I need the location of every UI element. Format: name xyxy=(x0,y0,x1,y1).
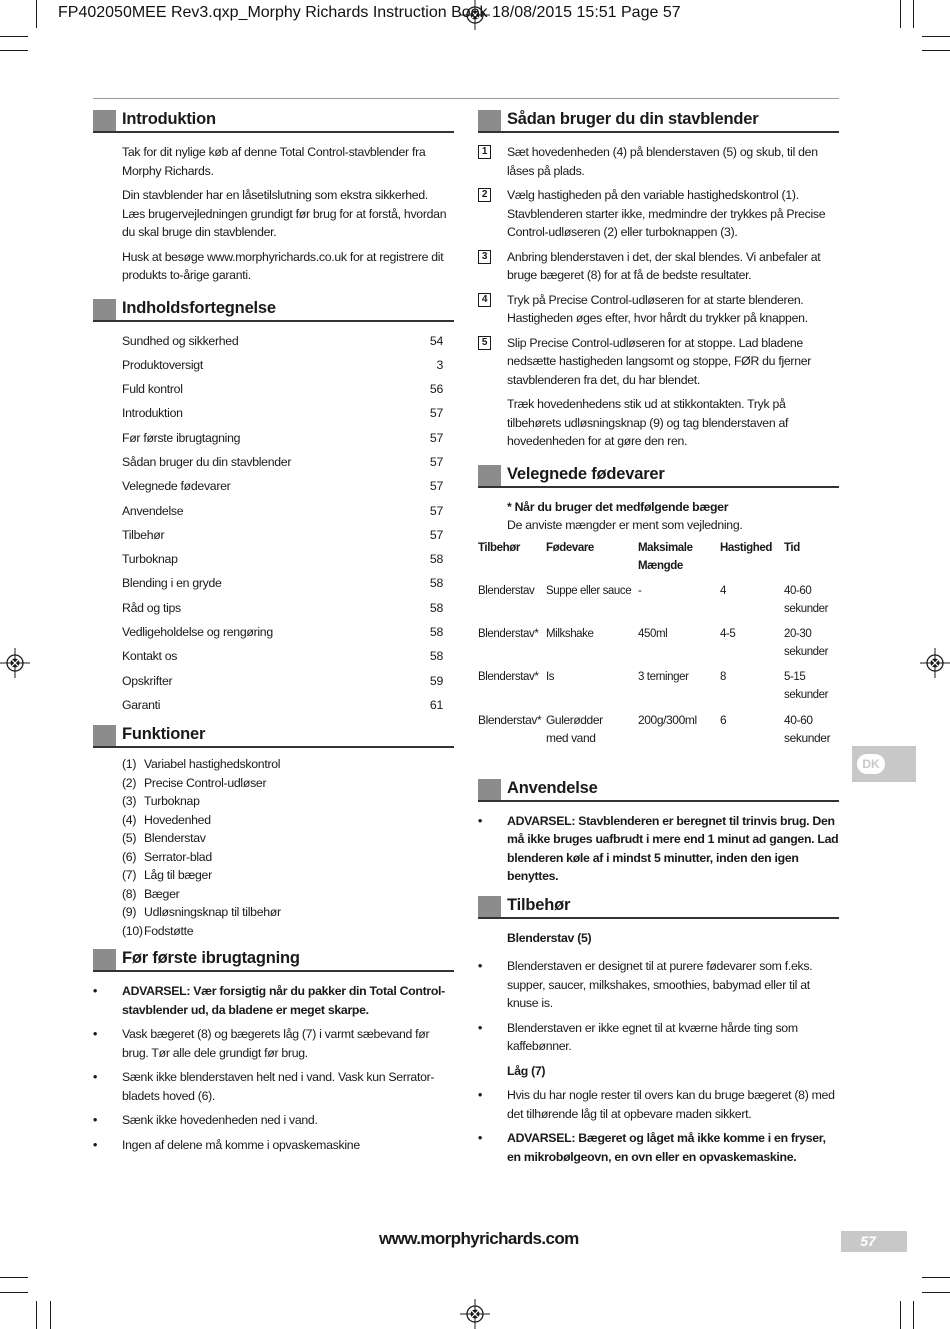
list-item xyxy=(122,850,454,869)
list-item xyxy=(122,776,454,795)
table-header-cell: Tid xyxy=(784,541,800,554)
crop-mark xyxy=(900,1301,901,1329)
warning-bullet xyxy=(478,1129,839,1166)
toc-page: 57 xyxy=(429,479,443,494)
crop-mark xyxy=(913,0,914,28)
crop-mark xyxy=(922,1277,950,1278)
heading-square xyxy=(478,779,501,800)
step-item xyxy=(478,143,839,180)
crop-mark xyxy=(0,1277,28,1278)
subheading: Blenderstav (5) xyxy=(507,930,592,945)
toc-item xyxy=(122,599,454,623)
table-cell: 40-60 sekunder xyxy=(784,584,829,615)
item-number: (4) xyxy=(122,812,137,827)
toc-label: Tilbehør xyxy=(122,527,165,542)
list-item xyxy=(122,905,454,924)
toc-label: Produktoversigt xyxy=(122,357,203,372)
table-cell: 20-30 sekunder xyxy=(784,627,829,658)
table-cell: 4 xyxy=(720,584,726,597)
heading-square xyxy=(93,299,116,320)
first-use-section xyxy=(93,947,454,1154)
item-label: Udløsningsknap til tilbehør xyxy=(144,905,281,920)
toc-page: 57 xyxy=(429,430,443,445)
intro-section xyxy=(93,108,454,285)
bullet-text: Vask bægeret (8) og bægerets låg (7) i varmt sæbevand før brug. Tør alle dele grundigt før brug. xyxy=(122,1027,430,1060)
step-item xyxy=(478,334,839,390)
list-item xyxy=(122,813,454,832)
step-number: 3 xyxy=(478,250,491,264)
table-cell: 40-60 sekunder xyxy=(784,712,831,745)
section-title: Før første ibrugtagning xyxy=(122,949,300,968)
table-header-row xyxy=(478,539,839,582)
heading-square xyxy=(93,725,116,746)
table-cell: 450ml xyxy=(638,627,668,640)
section-title: Velegnede fødevarer xyxy=(507,464,665,483)
section-heading xyxy=(93,947,454,972)
left-column xyxy=(93,108,454,1160)
crop-mark xyxy=(0,50,28,51)
toc-item xyxy=(122,574,454,598)
toc-page: 58 xyxy=(429,552,443,567)
item-label: Fodstøtte xyxy=(144,923,194,938)
language-tab xyxy=(852,746,916,782)
toc-label: Blending i en gryde xyxy=(122,576,222,591)
bullet-mark: • xyxy=(478,1131,483,1145)
item-label: Blenderstav xyxy=(144,831,206,846)
toc-item xyxy=(122,453,454,477)
table-cell: 8 xyxy=(720,670,726,683)
section-heading xyxy=(478,777,839,802)
paragraph: Træk hovedenhedens stik ud at stikkontakten. Tryk på tilbehørets udløsningsknap (9) og tag blenderstaven af hovedenheden for at gøre den ren. xyxy=(507,397,789,448)
step-text: Anbring blenderstaven i det, der skal blendes. Vi anbefaler at bruge bægeret (8) for at få de bedste resultater. xyxy=(507,249,821,282)
step-text: Tryk på Precise Control-udløseren for at starte blenderen. Hastigheden øges efter, hvor hårdt du trykker på knappen. xyxy=(507,292,808,325)
bullet-item xyxy=(478,1019,839,1056)
registration-mark-icon xyxy=(920,648,950,678)
usage-section xyxy=(478,108,839,451)
page-number-box xyxy=(841,1231,907,1252)
toc-label: Sådan bruger du din stavblender xyxy=(122,454,292,469)
bullet-mark: • xyxy=(478,959,483,973)
item-number: (1) xyxy=(122,757,137,772)
crop-mark xyxy=(900,0,901,28)
bullet-mark: • xyxy=(93,1137,98,1152)
bullet-item xyxy=(478,957,839,1013)
crop-mark xyxy=(922,1292,950,1293)
step-number: 4 xyxy=(478,293,491,307)
toc-page: 58 xyxy=(429,649,443,664)
warning-bullet xyxy=(478,812,839,886)
item-number: (10) xyxy=(122,923,143,938)
step-item xyxy=(478,248,839,285)
toc-page: 61 xyxy=(429,697,443,712)
bullet-text: ADVARSEL: Vær forsigtig når du pakker din Total Control-stavblender ud, da bladene er meget skarpe. xyxy=(122,984,445,1017)
section-heading xyxy=(478,108,839,133)
table-cell: 3 terninger xyxy=(638,670,689,683)
table-cell: Gulerødder med vand xyxy=(546,712,603,745)
toc-label: Introduktion xyxy=(122,406,183,421)
table-cell: Blenderstav xyxy=(478,584,535,597)
crop-mark xyxy=(50,1301,51,1329)
bullet-mark: • xyxy=(93,1113,98,1128)
item-number: (5) xyxy=(122,831,137,846)
crop-mark xyxy=(36,1301,37,1329)
toc-label: Kontakt os xyxy=(122,649,178,664)
item-label: Variabel hastighedskontrol xyxy=(144,757,281,772)
list-item xyxy=(122,887,454,906)
toc-item xyxy=(122,550,454,574)
toc-section xyxy=(93,297,454,721)
toc-item xyxy=(122,332,454,356)
heading-square xyxy=(93,110,116,131)
table-cell: Blenderstav* xyxy=(478,627,539,640)
table-row xyxy=(478,625,839,668)
section-heading xyxy=(93,108,454,133)
toc-item xyxy=(122,356,454,380)
toc-label: Sundhed og sikkerhed xyxy=(122,333,239,348)
section-title: Anvendelse xyxy=(507,778,598,797)
bullet-text: Sænk ikke blenderstaven helt ned i vand. Vask kun Serrator-bladets hoved (6). xyxy=(122,1070,435,1103)
toc-item xyxy=(122,526,454,550)
table-header-cell: Maksimale Mængde xyxy=(638,541,693,572)
bullet-text: ADVARSEL: Stavblenderen er beregnet til trinvis brug. Den må ikke bruges uafbrudt i mere end 1 minut ad gangen. Lad blenderen køle af i mindst 5 minutter, inden den igen benyttes. xyxy=(507,813,839,883)
crop-mark xyxy=(0,1292,28,1293)
heading-square xyxy=(478,896,501,917)
functions-list xyxy=(93,757,454,942)
toc-item xyxy=(122,672,454,696)
bullet-text: Ingen af delene må komme i opvaskemaskine xyxy=(122,1137,360,1152)
crop-mark xyxy=(36,0,37,28)
paragraph: Husk at besøge www.morphyrichards.co.uk for at registrere dit produkts to-årige garanti. xyxy=(122,249,444,282)
bullet-text: ADVARSEL: Bægeret og låget må ikke komme i en fryser, en mikrobølgeovn, en ovn eller en opvaskemaskine. xyxy=(507,1131,826,1164)
step-number: 2 xyxy=(478,188,491,202)
bullet-item xyxy=(93,1111,454,1130)
toc-item xyxy=(122,429,454,453)
toc-item xyxy=(122,696,454,720)
bullet-item xyxy=(93,1025,454,1062)
toc-page: 58 xyxy=(429,576,443,591)
item-number: (8) xyxy=(122,886,137,901)
list-item xyxy=(122,757,454,776)
toc-label: Fuld kontrol xyxy=(122,382,183,397)
crop-mark xyxy=(0,36,28,37)
toc-page: 59 xyxy=(429,673,443,688)
bullet-text: Blenderstaven er ikke egnet til at kværne hårde ting som kaffebønner. xyxy=(507,1020,798,1053)
toc-page: 3 xyxy=(436,357,443,372)
table-cell: 200g/300ml xyxy=(638,712,697,727)
toc-item xyxy=(122,623,454,647)
warning-bullet xyxy=(93,982,454,1019)
item-label: Precise Control-udløser xyxy=(144,775,267,790)
registration-mark-icon xyxy=(0,648,30,678)
item-number: (3) xyxy=(122,794,137,809)
table-cell: 5-15 sekunder xyxy=(784,670,829,701)
language-badge: DK xyxy=(857,754,885,774)
table-cell: Milkshake xyxy=(546,627,594,640)
toc-page: 57 xyxy=(429,527,443,542)
list-item xyxy=(122,831,454,850)
table-row xyxy=(478,582,839,625)
toc-item xyxy=(122,477,454,501)
item-label: Låg til bæger xyxy=(144,868,212,883)
toc-label: Vedligeholdelse og rengøring xyxy=(122,625,273,640)
table-note: De anviste mængder er ment som vejledning. xyxy=(507,518,743,532)
table-cell: Blenderstav* xyxy=(478,712,542,727)
toc-item xyxy=(122,502,454,526)
table-cell: 4-5 xyxy=(720,627,736,640)
table-row xyxy=(478,711,839,754)
toc-page: 57 xyxy=(429,406,443,421)
item-number: (6) xyxy=(122,849,137,864)
right-column xyxy=(478,108,839,1172)
toc-label: Før første ibrugtagning xyxy=(122,430,241,445)
toc-item xyxy=(122,380,454,404)
step-text: Sæt hovedenheden (4) på blenderstaven (5) og skub, til den låses på plads. xyxy=(507,145,818,178)
table-header-cell: Tilbehør xyxy=(478,541,520,554)
step-item xyxy=(478,291,839,328)
bullet-mark: • xyxy=(93,1027,98,1042)
item-label: Bæger xyxy=(144,886,180,901)
page-number: 57 xyxy=(860,1233,876,1249)
section-heading xyxy=(93,297,454,322)
step-text: Vælg hastigheden på den variable hastighedskontrol (1). Stavblenderen starter ikke, medmindre der trykkes på Precise Control-udløseren (2) eller turboknappen (3). xyxy=(507,188,826,239)
table-cell: Is xyxy=(546,670,555,683)
table-header-cell: Fødevare xyxy=(546,541,594,554)
section-title: Funktioner xyxy=(122,725,206,744)
section-title: Introduktion xyxy=(122,110,216,128)
item-label: Hovedenhed xyxy=(144,812,211,827)
table-cell: Blenderstav* xyxy=(478,670,539,683)
bullet-text: Hvis du har nogle rester til overs kan du bruge bægeret (8) med det tilhørende låg til at opbevare maden sikkert. xyxy=(507,1088,835,1121)
bullet-item xyxy=(93,1068,454,1105)
crop-mark xyxy=(922,36,950,37)
bullet-text: Blenderstaven er designet til at purere fødevarer som f.eks. supper, saucer, milkshakes, smoothies, babymad eller til at knuse is. xyxy=(507,959,813,1010)
toc-label: Garanti xyxy=(122,697,161,712)
section-heading xyxy=(478,463,839,488)
list-item xyxy=(122,924,454,943)
toc-item xyxy=(122,647,454,671)
paragraph: Tak for dit nylige køb af denne Total Control-stavblender fra Morphy Richards. xyxy=(122,145,426,178)
accessories-section xyxy=(478,894,839,1167)
step-item xyxy=(478,186,839,242)
table-cell: Suppe eller sauce xyxy=(546,584,632,597)
paragraph: Din stavblender har en låsetilslutning som ekstra sikkerhed. Læs brugervejledningen grundigt før brug for at forstå, hvordan du skal bruge din stavblender. xyxy=(122,188,447,239)
print-slug: FP402050MEE Rev3.qxp_Morphy Richards Instruction Book 18/08/2015 15:51 Page 57 xyxy=(58,4,681,21)
heading-square xyxy=(93,949,116,970)
toc-item xyxy=(122,404,454,428)
toc-page: 57 xyxy=(429,503,443,518)
section-title: Indholdsfortegnelse xyxy=(122,298,276,317)
item-number: (2) xyxy=(122,775,137,790)
step-number: 1 xyxy=(478,145,491,159)
heading-square xyxy=(478,465,501,486)
list-item xyxy=(122,794,454,813)
registration-mark-icon xyxy=(460,1299,490,1329)
crop-mark xyxy=(922,50,950,51)
toc-list xyxy=(93,332,454,721)
functions-section xyxy=(93,723,454,942)
bullet-mark: • xyxy=(478,1020,483,1035)
bullet-mark: • xyxy=(93,1070,98,1085)
toc-label: Turboknap xyxy=(122,552,178,567)
bullet-item xyxy=(478,1086,839,1123)
section-title: Tilbehør xyxy=(507,895,571,914)
step-text: Slip Precise Control-udløseren for at stoppe. Lad bladene nedsætte hastigheden langsomt og stoppe, FØR du fjerner stavblenderen fra det, du har blendet. xyxy=(507,335,812,387)
section-heading xyxy=(478,894,839,919)
footer-url: www.morphyrichards.com xyxy=(379,1229,579,1248)
bullet-item xyxy=(93,1136,454,1155)
table-note-bold: * Når du bruger det medfølgende bæger xyxy=(507,499,729,514)
toc-label: Anvendelse xyxy=(122,503,184,518)
heading-square xyxy=(478,110,501,131)
bullet-text: Sænk ikke hovedenheden ned i vand. xyxy=(122,1113,318,1128)
toc-page: 58 xyxy=(429,600,443,615)
toc-label: Råd og tips xyxy=(122,600,181,615)
item-label: Serrator-blad xyxy=(144,849,212,864)
toc-page: 57 xyxy=(429,454,443,469)
crop-mark xyxy=(913,1301,914,1329)
item-number: (9) xyxy=(122,905,137,920)
toc-label: Velegnede fødevarer xyxy=(122,479,231,494)
foods-table xyxy=(478,539,839,754)
section-title: Sådan bruger du din stavblender xyxy=(507,110,759,128)
table-header-cell: Hastighed xyxy=(720,541,772,554)
table-cell: - xyxy=(638,584,642,597)
table-row xyxy=(478,668,839,711)
step-number: 5 xyxy=(478,336,491,350)
bullet-mark: • xyxy=(478,813,483,828)
bullet-mark: • xyxy=(93,984,98,999)
application-section xyxy=(478,777,839,886)
list-item xyxy=(122,868,454,887)
foods-section xyxy=(478,463,839,754)
toc-page: 56 xyxy=(429,382,443,397)
table-cell: 6 xyxy=(720,712,727,727)
toc-page: 58 xyxy=(429,625,443,640)
item-label: Turboknap xyxy=(144,794,200,809)
subheading: Låg (7) xyxy=(507,1063,546,1078)
item-number: (7) xyxy=(122,868,137,883)
section-heading xyxy=(93,723,454,748)
bullet-mark: • xyxy=(478,1088,483,1102)
toc-label: Opskrifter xyxy=(122,673,173,688)
toc-page: 54 xyxy=(429,333,443,348)
top-rule xyxy=(93,98,839,99)
